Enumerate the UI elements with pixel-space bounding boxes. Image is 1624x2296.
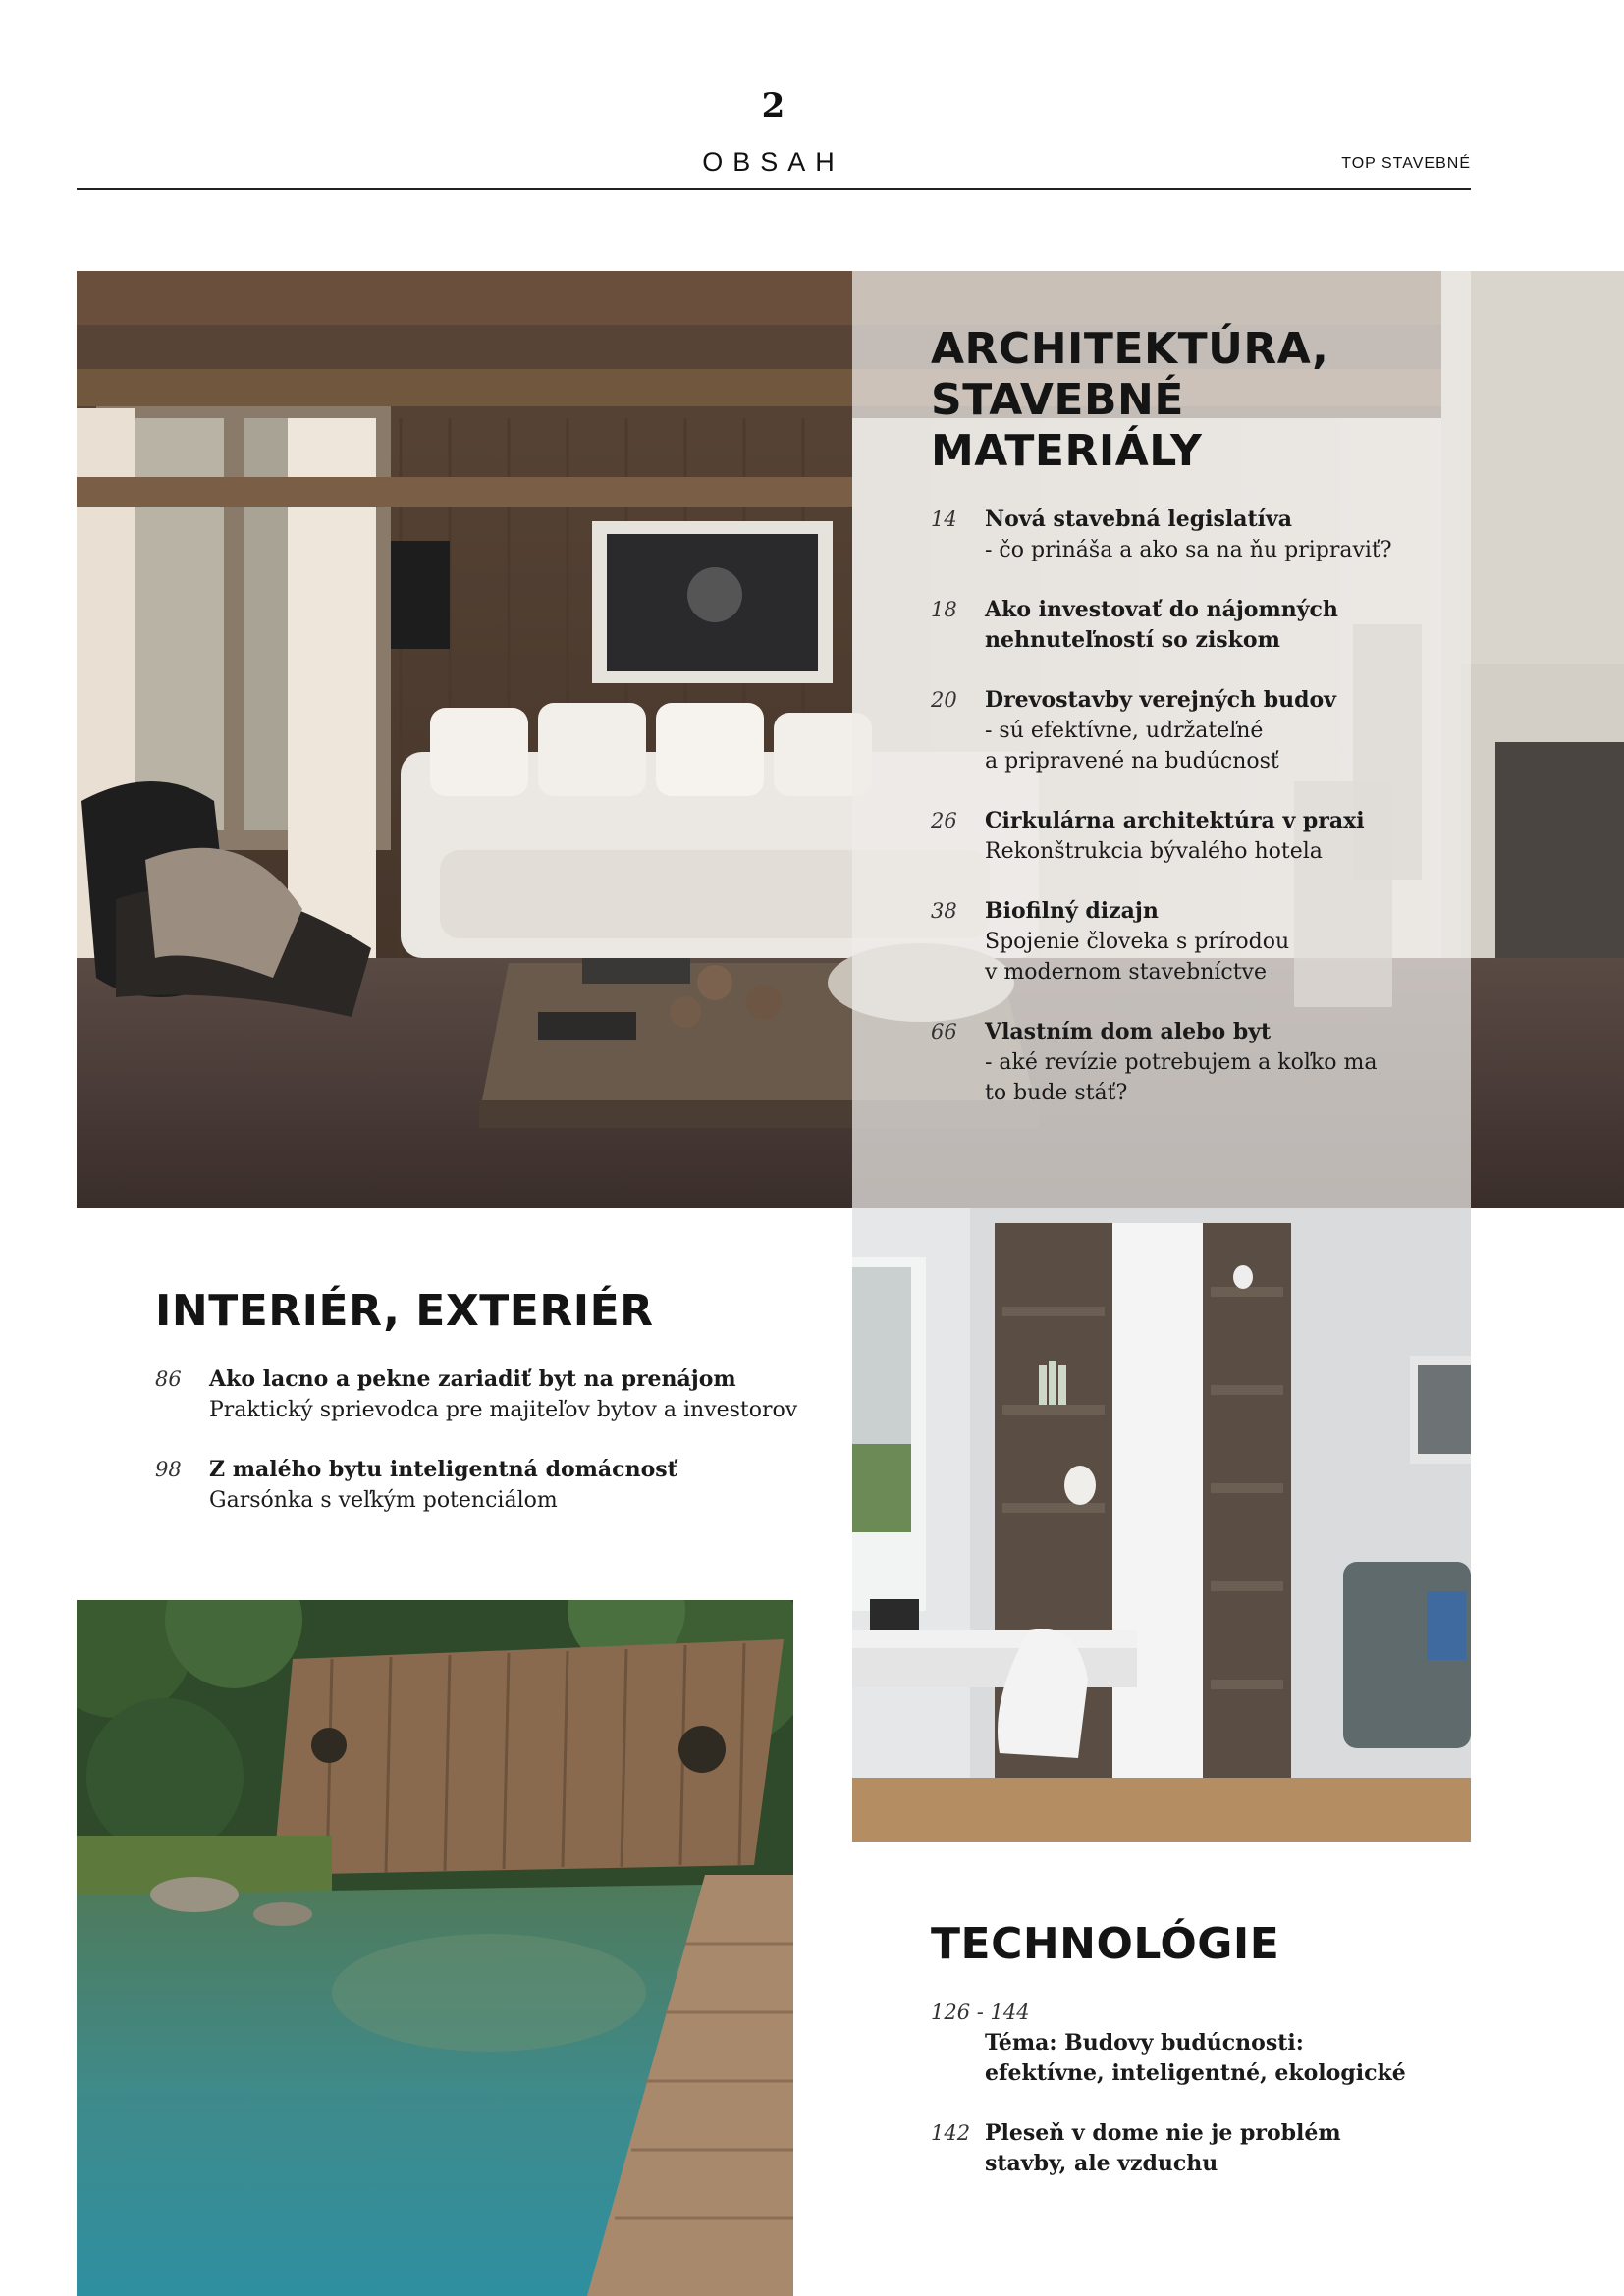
architecture-heading: ARCHITEKTÚRA, STAVEBNÉ MATERIÁLY [931, 324, 1329, 476]
interior-section [155, 1286, 842, 1516]
interior-toc [155, 1364, 842, 1516]
section-title: OBSAH [702, 147, 844, 177]
toc-entry[interactable]: 14 Nová stavebná legislatíva - čo prináša a ako sa na ňu pripraviť? [931, 507, 1392, 562]
interior-heading: INTERIÉR, EXTERIÉR [155, 1286, 654, 1336]
toc-entry[interactable]: 66 Vlastním dom alebo byt - aké revízie potrebujem a koľko ma to bude stáť? [931, 1019, 1378, 1105]
technology-section [931, 1919, 1481, 2179]
magazine-brand: TOP STAVEBNÉ [1341, 155, 1471, 172]
toc-entry[interactable]: 142 Pleseň v dome nie je problém stavby, ale vzduchu [931, 2120, 1341, 2176]
technology-heading: TECHNOLÓGIE [931, 1919, 1280, 1969]
toc-entry[interactable]: 20 Drevostavby verejných budov - sú efektívne, udržateľné a pripravené na budúcnosť [931, 687, 1336, 774]
toc-entry[interactable]: 126 - 144 Téma: Budovy budúcnosti: efektívne, inteligentné, ekologické [931, 2001, 1406, 2086]
pool-house-photo [77, 1600, 793, 2296]
toc-entry[interactable]: 86 Ako lacno a pekne zariadiť byt na prenájom Praktický sprievodca pre majiteľov bytov a investorov [155, 1366, 798, 1422]
study-room-photo [852, 1208, 1471, 1842]
toc-entry[interactable]: 38 Biofilný dizajn Spojenie človeka s prírodou v modernom stavebníctve [931, 898, 1290, 985]
header-rule [77, 188, 1471, 190]
page-number: 2 [761, 86, 785, 126]
architecture-section [931, 324, 1441, 1108]
technology-toc [931, 1998, 1481, 2179]
toc-entry[interactable]: 18 Ako investovať do nájomných nehnuteľností so ziskom [931, 597, 1338, 653]
toc-entry[interactable]: 26 Cirkulárna architektúra v praxi Rekonštrukcia bývalého hotela [931, 808, 1365, 864]
architecture-toc [931, 505, 1441, 1108]
toc-entry[interactable]: 98 Z malého bytu inteligentná domácnosť Garsónka s veľkým potenciálom [155, 1457, 677, 1513]
